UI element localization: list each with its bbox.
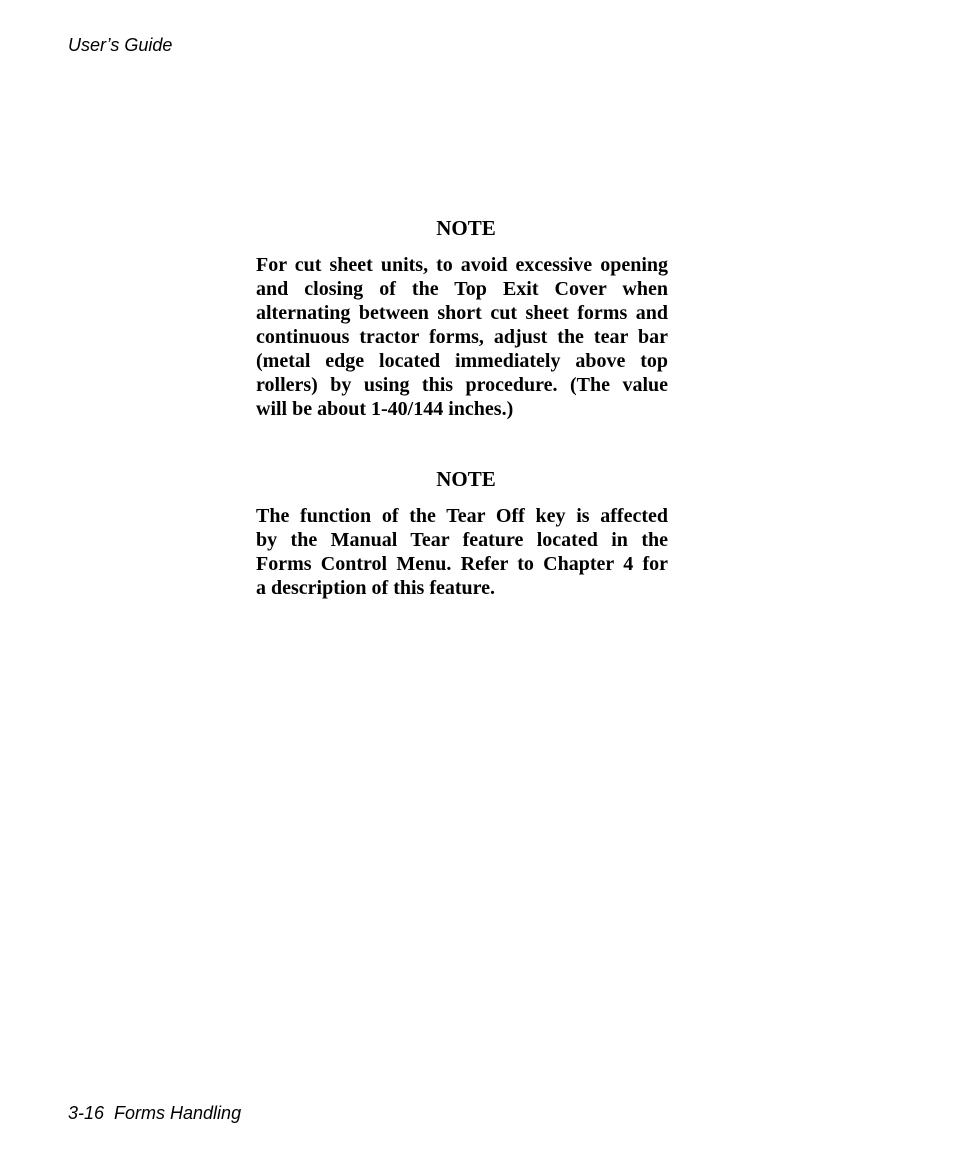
running-header: User’s Guide bbox=[68, 35, 173, 55]
note-line: For cut sheet units, to avoid excessive opening bbox=[256, 254, 668, 276]
note-body bbox=[256, 504, 668, 600]
note-block bbox=[256, 465, 668, 600]
note-block bbox=[256, 214, 668, 421]
note-line: rollers) by using this procedure. (The value bbox=[256, 374, 668, 396]
note-line: continuous tractor forms, adjust the tear bar bbox=[256, 326, 668, 348]
note-heading: NOTE bbox=[436, 467, 496, 491]
note-line: Forms Control Menu. Refer to Chapter 4 for bbox=[256, 553, 668, 575]
note-line: by the Manual Tear feature located in the bbox=[256, 529, 668, 551]
note-line: will be about 1-40/144 inches.) bbox=[256, 398, 514, 420]
running-footer: 3-16 Forms Handling bbox=[68, 1103, 242, 1123]
note-line: a description of this feature. bbox=[256, 577, 496, 599]
note-line: and closing of the Top Exit Cover when bbox=[256, 278, 668, 300]
note-line: alternating between short cut sheet forms and bbox=[256, 302, 668, 324]
note-line: The function of the Tear Off key is affected bbox=[256, 505, 668, 527]
note-line: (metal edge located immediately above top bbox=[256, 350, 668, 372]
note-body bbox=[256, 253, 668, 421]
note-heading: NOTE bbox=[436, 216, 496, 240]
